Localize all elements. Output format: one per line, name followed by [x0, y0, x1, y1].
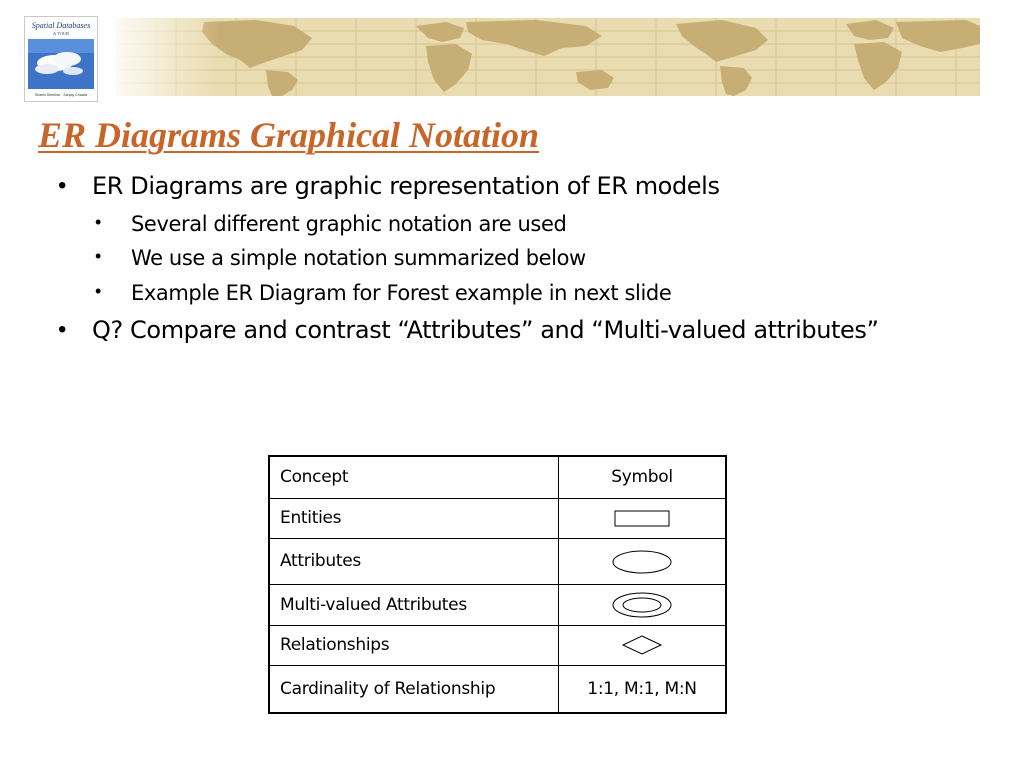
symbol-cell: [559, 498, 727, 538]
concept-cell: Multi-valued Attributes: [269, 584, 559, 625]
table-row: [269, 665, 726, 713]
bullet-text: Several different graphic notation are used: [131, 212, 567, 236]
sub-bullet-item: [0, 281, 1024, 309]
world-map-banner: [116, 18, 980, 96]
double-ellipse-symbol-icon: [611, 591, 673, 619]
bullet-text: Q? Compare and contrast “Attributes” and “Multi-valued attributes”: [92, 316, 879, 344]
header-concept: Concept: [269, 456, 559, 498]
concept-cell: Relationships: [269, 625, 559, 665]
concept-cell: Attributes: [269, 538, 559, 584]
bullet-dot: •: [95, 246, 102, 266]
bullet-text: Example ER Diagram for Forest example in next slide: [131, 281, 672, 305]
symbol-cell: [559, 538, 727, 584]
header-symbol: Symbol: [559, 456, 727, 498]
table-row: [269, 498, 726, 538]
bullet-dot: •: [58, 172, 67, 199]
table-header-row: [269, 456, 726, 498]
concept-cell: Cardinality of Relationship: [269, 665, 559, 713]
book-cover-image: [25, 17, 97, 101]
cover-subtitle: A TOUR: [52, 31, 70, 36]
slide-title: ER Diagrams Graphical Notation: [38, 115, 540, 155]
cover-title: Spatial Databases: [31, 21, 91, 30]
cardinality-cell: 1:1, M:1, M:N: [559, 665, 727, 713]
table-row: [269, 538, 726, 584]
symbol-cell: [559, 584, 727, 625]
ellipse-symbol-icon: [611, 548, 673, 574]
cover-authors: Shashi Shekhar · Sanjay Chawla: [34, 93, 88, 97]
bullet-text: We use a simple notation summarized below: [131, 246, 586, 270]
bullet-dot: •: [95, 212, 102, 232]
world-map-icon: [116, 18, 980, 96]
bullet-text: ER Diagrams are graphic representation of ER models: [92, 172, 720, 200]
concept-cell: Entities: [269, 498, 559, 538]
rectangle-symbol-icon: [613, 508, 671, 528]
bullet-item: [0, 316, 1024, 348]
table-row: [269, 584, 726, 625]
table-row: [269, 625, 726, 665]
bullet-item: [0, 172, 1024, 204]
sub-bullet-item: [0, 246, 1024, 274]
book-cover-thumbnail: [24, 16, 98, 102]
symbol-cell: [559, 625, 727, 665]
bullet-dot: •: [95, 281, 102, 301]
diamond-symbol-icon: [620, 633, 664, 657]
bullet-dot: •: [58, 316, 67, 343]
notation-table: [268, 455, 727, 714]
sub-bullet-item: [0, 212, 1024, 240]
